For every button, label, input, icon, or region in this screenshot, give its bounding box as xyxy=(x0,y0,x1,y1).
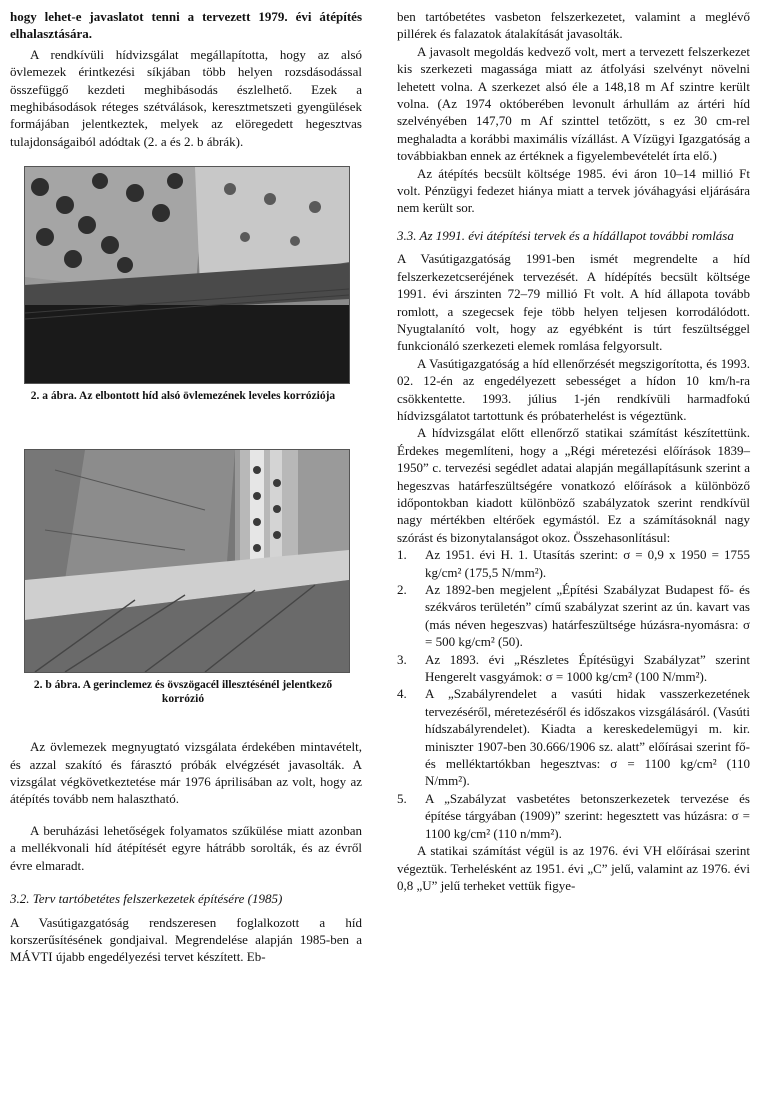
paragraph-3-2: A Vasútigazgatóság rendszeresen foglalkozott a híd korszerűsítésének gondjaival. Megrendelése alapján 1985-ben a MÁVTI újabb engedélyezési tervet készített. Eb- xyxy=(10,914,362,965)
paragraph-beruhazasi: A beruházási lehetőségek folyamatos szűkülése miatt azonban a mellékvonali híd átépítését egyre hátrább sorolták, és az évről évre elmaradt. xyxy=(10,822,362,873)
right-column xyxy=(397,8,750,894)
paragraph-ellenorzes: A Vasútigazgatóság a híd ellenőrzését megszigorította, és 1993. 02. 12-én az engedélyezett sebességet a hídon 10 km/h-ra csökkentette. 1993. július 1-jén rendkívüli harmadfokú hídvizsgálatot tartottunk és próbaterhelést is végeztünk. xyxy=(397,355,750,423)
paragraph-final: A statikai számítást végül is az 1976. évi VH előírásai szerint végeztük. Terhelésként az 1951. évi „C” jelű, valamint az 1976. évi 0,8 „U” jelű terheket vettük figye- xyxy=(397,843,750,893)
paragraph-continued: ben tartóbetétes vasbeton felszerkezetet, valamint a meglévő pillérek és falazatok átalakítását javasolták. xyxy=(397,9,750,42)
figure-2b-image xyxy=(25,450,349,672)
paragraph-javasolt: A javasolt megoldás kedvező volt, mert a tervezett felszerkezet kis szerkezeti magassága miatt az átfolyási szelvényt növelni lehetett volna. A szerkezet alsó éle a 148,18 m Af szintre került volna. (Az 1974 októberében levonult árhullám az ártéri híd szelvényében 147,70 m Af szinttel tetőzött, s ez 30 cm-rel meghaladta a korábbi maximális vízállást. A Vízügyi Igazgatóság a továbbiakban ennek az értéknek a figyelembevételét írta elő.) xyxy=(397,43,750,164)
figure-2a-photo xyxy=(24,166,350,384)
comparison-list xyxy=(397,546,750,842)
list-item: 5. A „Szabályzat vasbetétes betonszerkezetek tervezése és építése tárgyában (1909)” szerint: hegesztett vas húzásra: σ = 1100 kg/cm² (110 n/mm²). xyxy=(397,790,750,841)
list-item: 4. A „Szabályrendelet a vasúti hidak vasszerkezetének tervezéséről, méretezéséről és időszakos vizsgálásáról. (Vasúti hídszabályrendelet). Kiadta a kereskedelemügyi m. kir. miniszter 1907-ben 30.666/1906 sz. alatt” előírásai szerint fő- és melléktartókban hegesztvas: σ = 1100 kg/cm² (110 N/mm²). xyxy=(397,686,750,789)
paragraph-mintavetel: Az övlemezek megnyugtató vizsgálata érdekében mintavételt, és azzal szakító és fárasztó próbák elvégzését javasolták. A vizsgálat végkövetkeztetése már 1976 áprilisában az volt, hogy az átépítés tovább nem halasztható. xyxy=(10,739,362,807)
paragraph-3-3: A Vasútigazgatóság 1991-ben ismét megrendelte a híd felszerkezetcseréjének tervezését. A hídépítés becsült költsége 1991. évi árszinten 72–79 millió Ft volt. A híd állapota tovább romlott, a szegecsek feje több helyen teljesen korrodálódott. Nyugtalanító volt, hogy az egyébként is túrt feszültséggel funkcionáló szerkezeti elemek romlása felgyorsult. xyxy=(397,251,750,354)
section-heading-3-2: 3.2. Terv tartóbetétes felszerkezetek építésére (1985) xyxy=(10,891,283,907)
paragraph-hidvizsgalat: A rendkívüli hídvizsgálat megállapította, hogy az alsó övlemezek érintkezési síkjában több helyen rozsdásodással összefüggő kezdeti meghibásodás észlelhető. Ezek a meghibásodások réteges szétválások, keresztmetszeti gyengülések formájában jelentkeztek, melyek az elöregedett hegesztvas tulajdonságaiból adódtak (2. a és 2. b ábrák). xyxy=(10,46,362,149)
list-item: 1. Az 1951. évi H. 1. Utasítás szerint: σ = 0,9 x 1950 = 1755 kg/cm² (175,5 N/mm²). xyxy=(397,547,750,580)
figure-2a-image xyxy=(25,167,349,383)
paragraph-top: hogy lehet-e javaslatot tenni a tervezett 1979. évi átépítés elhalasztására. xyxy=(10,9,362,42)
figure-2b-photo xyxy=(24,449,350,673)
figure-2a-caption: 2. a ábra. Az elbontott híd alsó övlemezének leveles korróziója xyxy=(30,390,336,403)
paragraph-statikai: A hídvizsgálat előtt ellenőrző statikai számítást készítettünk. Érdekes megemlíteni, hogy a „Régi méretezési előírások 1839–1950” c. tervezési segédlet adatai alapján megállapításunk szerint a hegeszvas határfeszültségére vonatkozó előírások a különböző időpontokban kiadott különböző szabályzatok szerint rendkívül nagy mértékben eltérőek egymástól. Ez a számításoknál nagy szórást és bizonytalanságot okoz. Összehasonlításul: xyxy=(397,425,750,545)
left-column xyxy=(10,8,362,966)
list-item: 2. Az 1892-ben megjelent „Építési Szabályzat Budapest fő- és székváros területén” című szabályzat szerint az ún. kavart vas (más néven hegeszvas) határfeszültsége húzásra-nyomásra: σ = 500 kg/cm² (50). xyxy=(397,582,750,650)
section-heading-3-3: 3.3. Az 1991. évi átépítési tervek és a hídállapot további romlása xyxy=(397,227,734,243)
paragraph-koltseg: Az átépítés becsült költsége 1985. évi áron 10–14 millió Ft volt. Pénzügyi fedezet hiánya miatt a tervek jóváhagyási eljárására nem került sor. xyxy=(397,165,750,216)
list-item: 3. Az 1893. évi „Részletes Építésügyi Szabályzat” szerint Hengerelt vasgyámok: σ = 1000 kg/cm² (100 N/mm²). xyxy=(397,651,750,685)
figure-2b-caption: 2. b ábra. A gerinclemez és övszögacél illesztésénél jelentkező korrózió xyxy=(33,679,333,706)
